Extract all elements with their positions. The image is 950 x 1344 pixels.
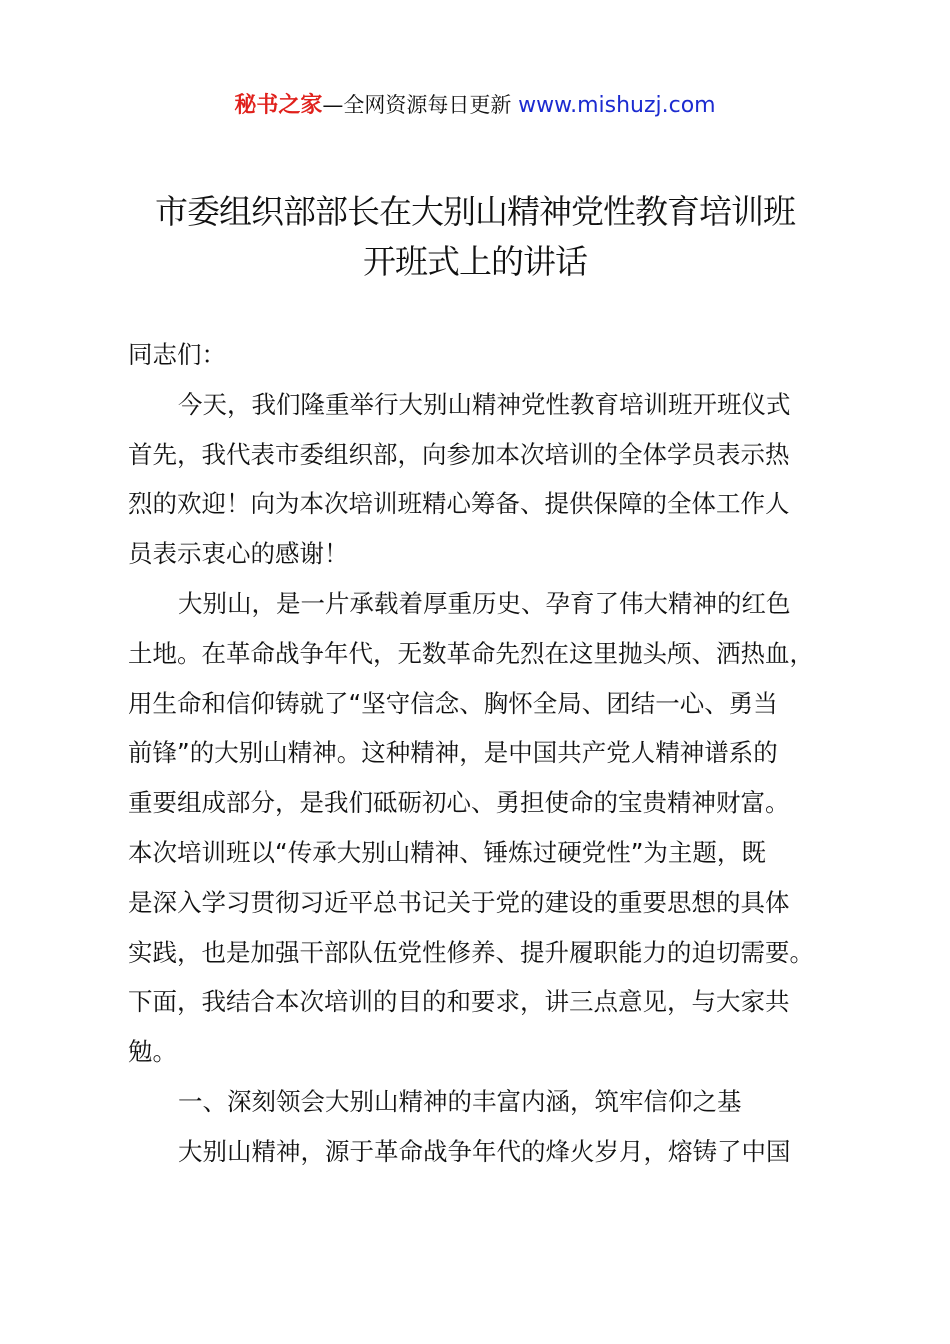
body-text-line: 烈的欢迎！向为本次培训班精心筹备、提供保障的全体工作人 — [128, 489, 790, 519]
body-text-line: 土地。在革命战争年代，无数革命先烈在这里抛头颅、洒热血， — [128, 638, 814, 668]
body-text-line: 一、深刻领会大别山精神的丰富内涵，筑牢信仰之基 — [178, 1087, 742, 1116]
body-text-line: 员表示衷心的感谢！ — [128, 539, 349, 569]
site-url-link[interactable]: www.mishuzj.com — [518, 93, 716, 118]
body-text-line: 今天，我们隆重举行大别山精神党性教育培训班开班仪式 — [178, 389, 791, 419]
body-text-line: 重要组成部分，是我们砥砺初心、勇担使命的宝贵精神财富。 — [128, 788, 790, 818]
body-text-line: 首先，我代表市委组织部，向参加本次培训的全体学员表示热 — [128, 439, 790, 469]
body-text-line: 是深入学习贯彻习近平总书记关于党的建设的重要思想的具体 — [128, 887, 790, 917]
site-header — [0, 88, 950, 119]
body-text-line: 大别山，是一片承载着厚重历史、孕育了伟大精神的红色 — [178, 589, 791, 618]
header-tagline: —全网资源每日更新 — [322, 93, 519, 117]
document-title-line-2: 开班式上的讲话 — [363, 242, 587, 281]
body-text-line: 前锋”的大别山精神。这种精神，是中国共产党人精神谱系的 — [128, 738, 778, 768]
brand-name: 秘书之家 — [234, 93, 323, 118]
body-text-line: 用生命和信仰铸就了“坚守信念、胸怀全局、团结一心、勇当 — [128, 688, 778, 718]
body-text-line: 下面，我结合本次培训的目的和要求，讲三点意见，与大家共 — [128, 987, 790, 1017]
body-text-line: 大别山精神，源于革命战争年代的烽火岁月，熔铸了中国 — [178, 1136, 791, 1166]
body-text-line: 本次培训班以“传承大别山精神、锤炼过硬党性”为主题，既 — [128, 838, 766, 867]
body-text-line: 勉。 — [128, 1037, 177, 1067]
body-text-line: 同志们： — [128, 340, 226, 369]
document-title-line-1: 市委组织部部长在大别山精神党性教育培训班 — [155, 192, 795, 231]
body-text-line: 实践，也是加强干部队伍党性修养、提升履职能力的迫切需要。 — [128, 937, 814, 967]
